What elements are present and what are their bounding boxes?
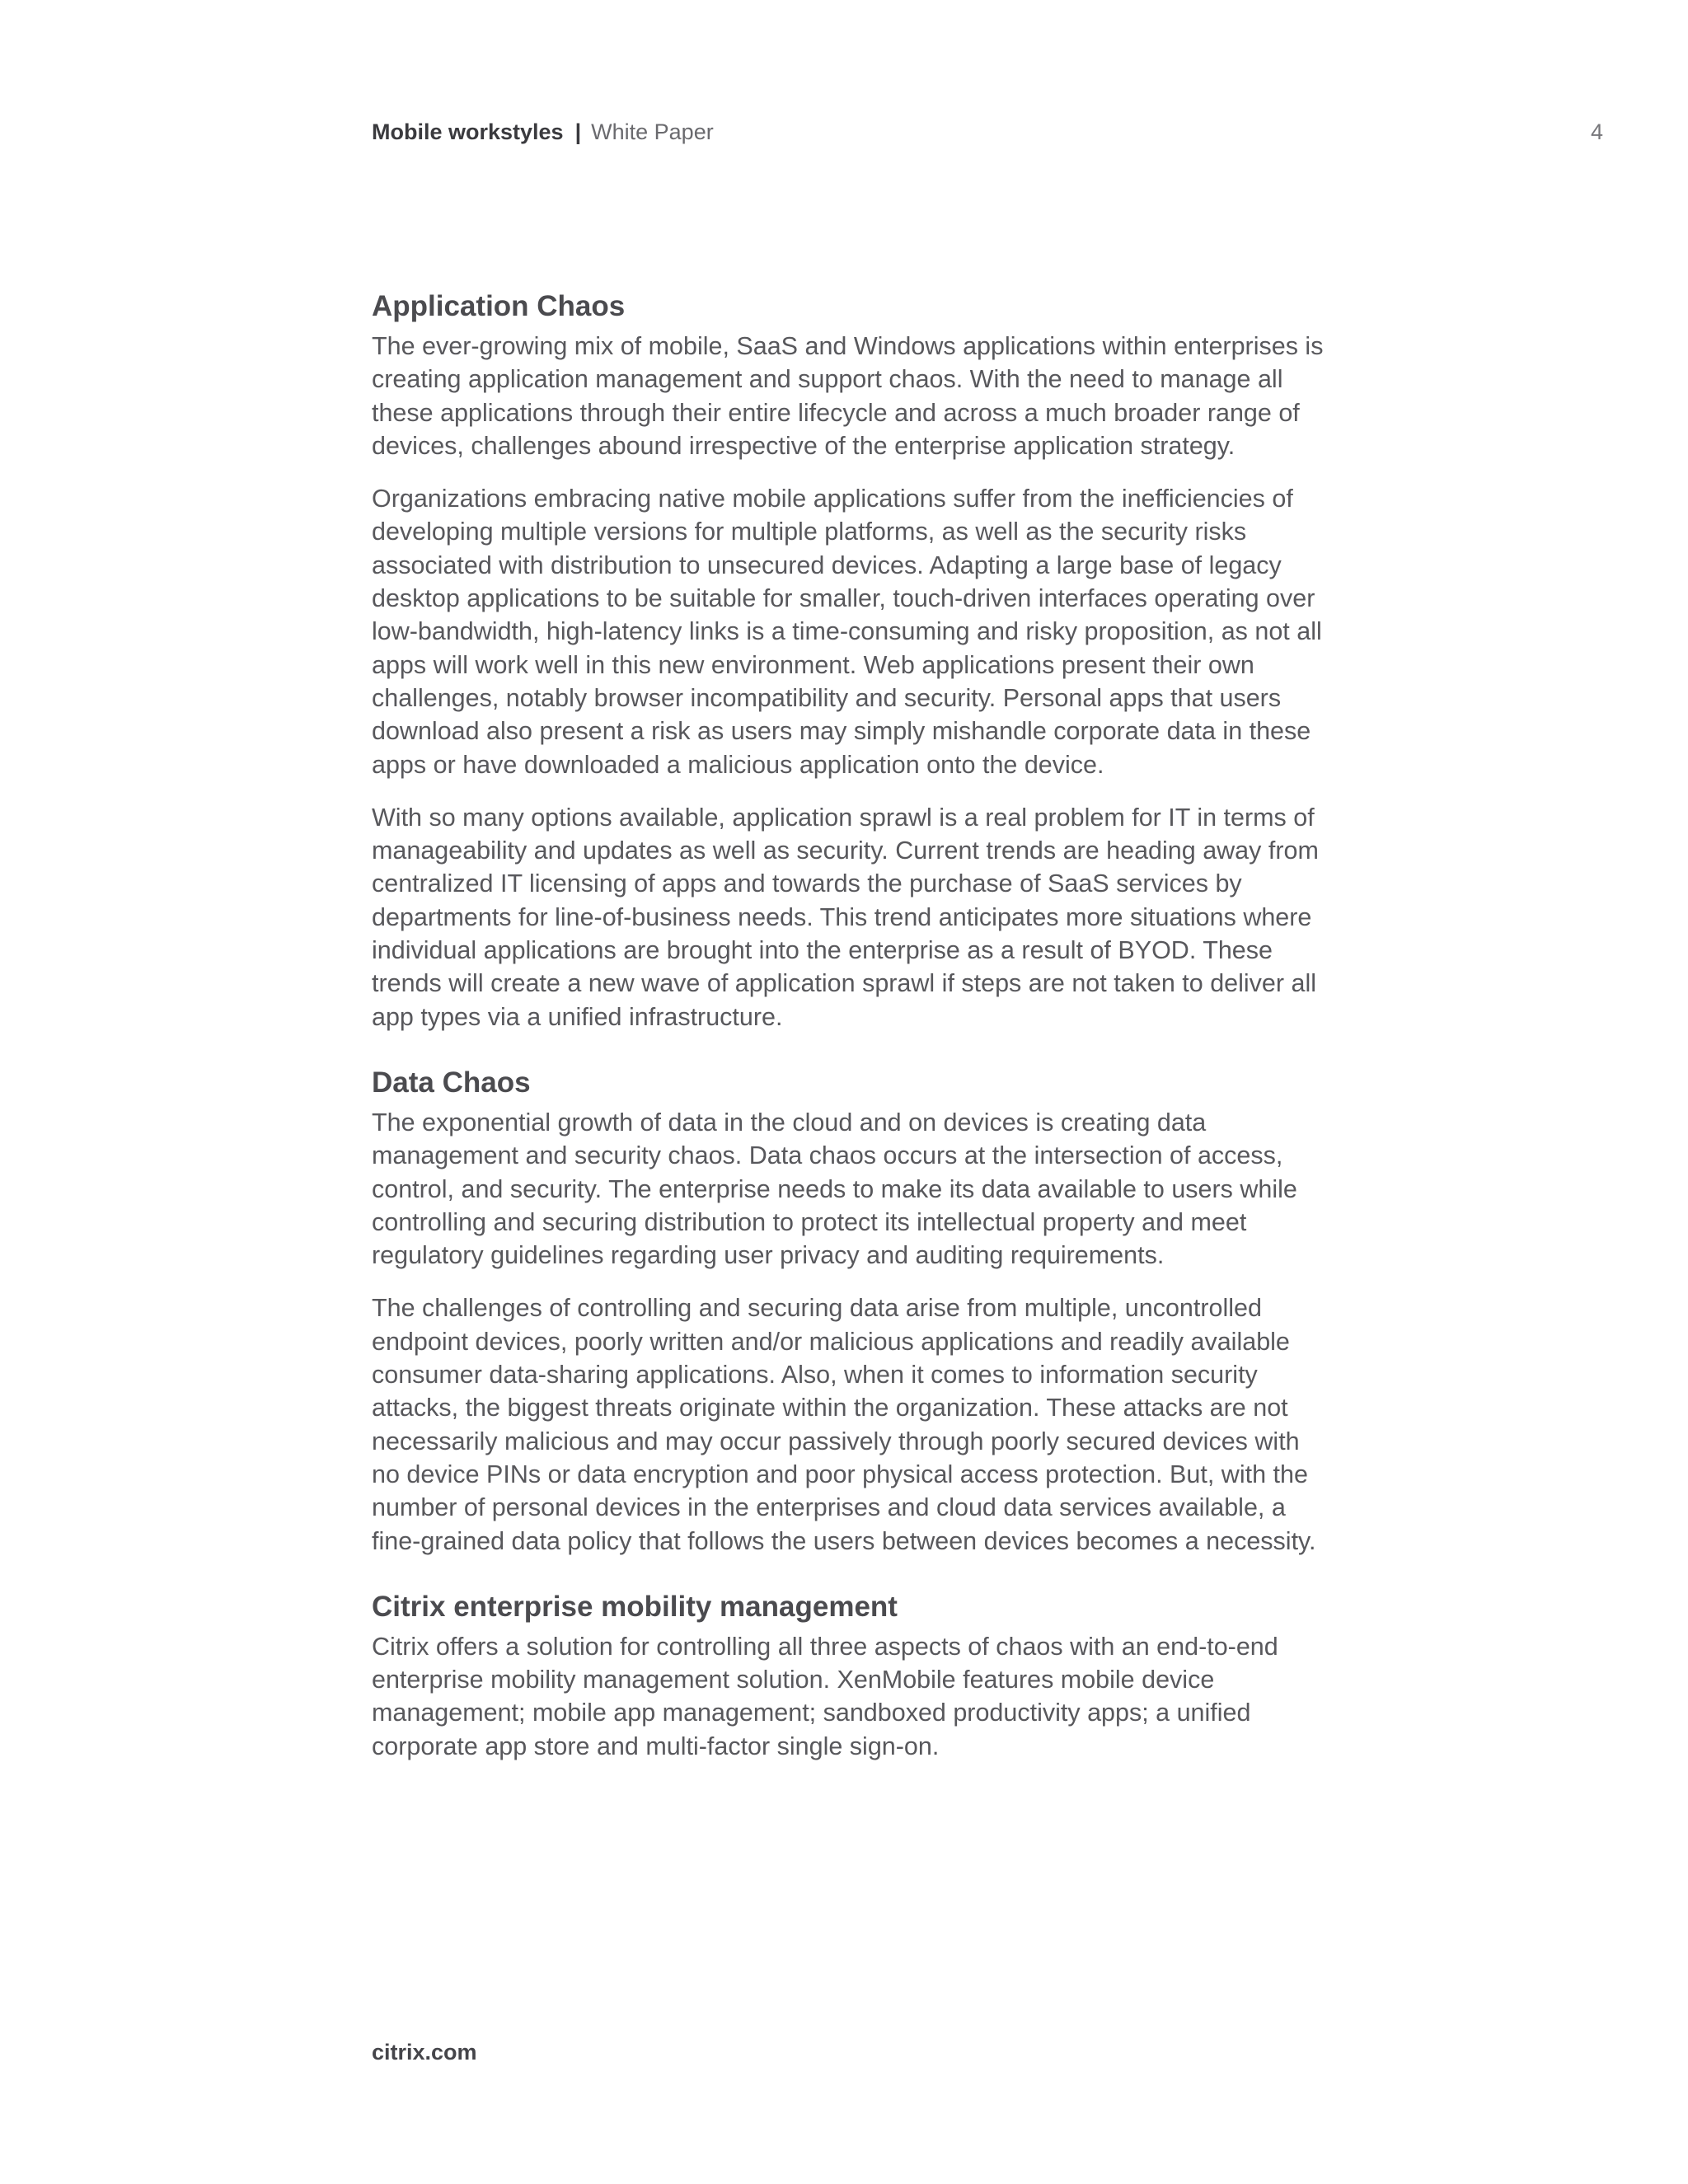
body-paragraph: The exponential growth of data in the cloud and on devices is creating data management and security chaos. Data chaos occurs at the intersection of access, control, and security. The enterprise needs to make its data available to users while controlling and securing distribution to protect its intellectual property and meet regulatory guidelines regarding user privacy and auditing requirements. bbox=[372, 1108, 1297, 1270]
section-heading: Application Chaos bbox=[372, 290, 626, 322]
document-title: Mobile workstyles bbox=[372, 120, 564, 144]
section-heading: Data Chaos bbox=[372, 1066, 531, 1099]
body-paragraph: Organizations embracing native mobile applications suffer from the inefficiencies of developing multiple versions for multiple platforms, as well as the security risks associated with distribution to unsecured devices. Adapting a large base of legacy desktop applications to be suitable for smaller, touch-driven interfaces operating over low-bandwidth, high-latency links is a time-consuming and risky proposition, as not all apps will work well in this new environment. Web applications present their own challenges, notably browser incompatibility and security. Personal apps that users download also present a risk as users may simply mishandle corporate data in these apps or have downloaded a malicious application onto the device. bbox=[372, 485, 1322, 779]
section-data-chaos bbox=[372, 1060, 1328, 1558]
body-paragraph: Citrix offers a solution for controlling all three aspects of chaos with an end-to-end enterprise mobility management solution. XenMobile features mobile device management; mobile app management; sandboxed productivity apps; a unified corporate app store and multi-factor single sign-on. bbox=[372, 1632, 1278, 1760]
section-citrix-emm bbox=[372, 1584, 1328, 1763]
page-number: 4 bbox=[1590, 120, 1603, 144]
footer-website: citrix.com bbox=[372, 2040, 477, 2064]
body-paragraph: The ever-growing mix of mobile, SaaS and Windows applications within enterprises is creating application management and support chaos. With the need to manage all these applications through their entire lifecycle and across a much broader range of devices, challenges abound irrespective of the enterprise application strategy. bbox=[372, 332, 1324, 460]
section-heading: Citrix enterprise mobility management bbox=[372, 1590, 898, 1623]
section-application-chaos bbox=[372, 284, 1328, 1033]
page-header bbox=[372, 117, 1603, 150]
body-paragraph: With so many options available, application sprawl is a real problem for IT in terms of manageability and updates as well as security. Current trends are heading away from centralized IT licensing of apps and towards the purchase of SaaS services by departments for line-of-business needs. This trend anticipates more situations where individual applications are brought into the enterprise as a result of BYOD. These trends will create a new wave of application sprawl if steps are not taken to deliver all app types via a unified infrastructure. bbox=[372, 803, 1319, 1031]
body-paragraph: The challenges of controlling and securing data arise from multiple, uncontrolled endpoint devices, poorly written and/or malicious applications and readily available consumer data-sharing applications. Also, when it comes to information security attacks, the biggest threats originate within the organization. These attacks are not necessarily malicious and may occur passively through poorly secured devices with no device PINs or data encryption and poor physical access protection. But, with the number of personal devices in the enterprises and cloud data services available, a fine-grained data policy that follows the users between devices becomes a necessity. bbox=[372, 1294, 1316, 1555]
main-content bbox=[372, 284, 1328, 1789]
document-type: White Paper bbox=[591, 120, 714, 144]
header-separator: | bbox=[574, 120, 582, 144]
